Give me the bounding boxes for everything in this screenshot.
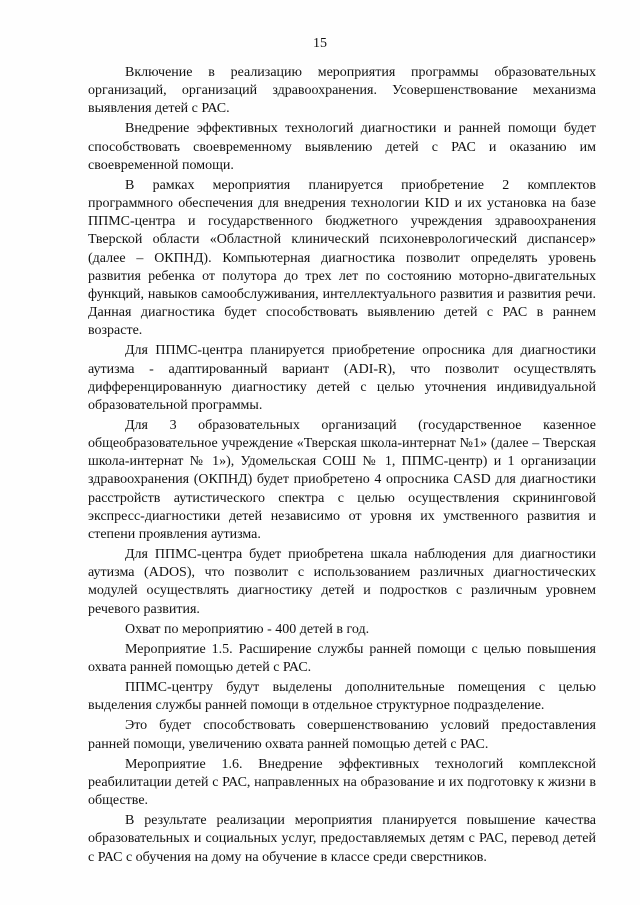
paragraph-2: Внедрение эффективных технологий диагностики и ранней помощи будет способствовать своевременному выявлению детей с РАС и оказанию им своевременной помощи. [88, 121, 596, 173]
paragraph-3: В рамках мероприятия планируется приобретение 2 комплектов программного обеспечения для внедрения технологии KID и их установка на базе ППМС-центра и государственного бюджетного учреждения здравоохранения Тверской области «Областной клинический психоневрологический диспансер» (далее – ОКПНД). Компьютерная диагностика позволит определять уровень развития ребенка от полутора до трех лет по состоянию моторно-двигательных функций, навыков самообслуживания, интеллектуального развития и развития речи. Данная диагностика будет способствовать выявлению детей с РАС в раннем возрасте. [88, 177, 596, 339]
paragraph-7: Охват по мероприятию - 400 детей в год. [125, 621, 370, 637]
paragraph-4: Для ППМС-центра планируется приобретение опросника для диагностики аутизма - адаптированный вариант (ADI-R), что позволит осуществлять дифференцированную диагностику детей с целью уточнения индивидуальной образовательной программы. [88, 343, 596, 413]
paragraph-8: Мероприятие 1.5. Расширение службы ранней помощи с целью повышения охвата ранней помощью детей с РАС. [88, 641, 596, 675]
paragraph-11: Мероприятие 1.6. Внедрение эффективных технологий комплексной реабилитации детей с РАС, направленных на образование и их подготовку к жизни в обществе. [88, 756, 596, 809]
paragraph-6: Для ППМС-центра будет приобретена шкала наблюдения для диагностики аутизма (ADOS), что позволит с использованием различных диагностических модулей осуществлять диагностику детей и подростков с различным уровнем речевого развития. [88, 547, 596, 617]
paragraph-5: Для 3 образовательных организаций (государственное казенное общеобразовательное учреждение «Тверская школа-интернат №1» (далее – Тверская школа-интернат № 1»), Удомельская СОШ № 1, ППМС-центр) и 1 организации здравоохранения (ОКПНД) будет приобретено 4 опросника CASD для диагностики расстройств аутистического спектра с целью осуществления скрининговой экспресс-диагностики детей независимо от уровня их умственного развития и степени проявления аутизма. [88, 417, 596, 542]
page-number: 15 [313, 36, 327, 51]
paragraph-9: ППМС-центру будут выделены дополнительные помещения с целью выделения службы ранней помощи в отдельное структурное подразделение. [88, 680, 596, 714]
paragraph-12: В результате реализации мероприятия планируется повышение качества образовательных и социальных услуг, предоставляемых детям с РАС, перевод детей с РАС с обучения на дому на обучение в классе среди сверстников. [88, 813, 596, 865]
body-text [88, 64, 596, 867]
paragraph-10: Это будет способствовать совершенствованию условий предоставления ранней помощи, увеличению охвата ранней помощью детей с РАС. [88, 718, 596, 752]
paragraph-1: Включение в реализацию мероприятия программы образовательных организаций, организаций здравоохранения. Усовершенствование механизма выявления детей с РАС. [88, 65, 596, 117]
